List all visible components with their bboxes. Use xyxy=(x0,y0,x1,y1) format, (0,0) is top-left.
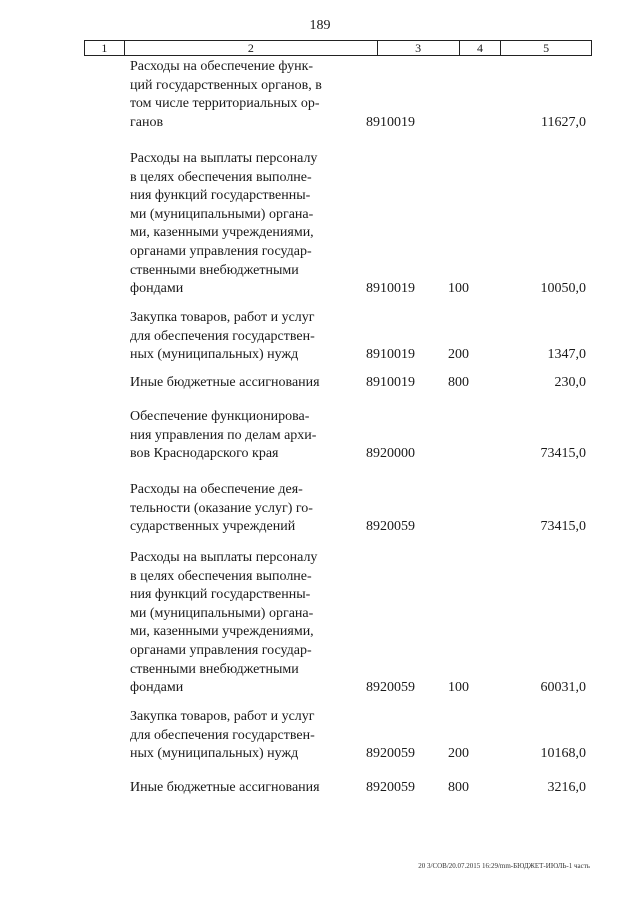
description-line: ми (муниципальными) органа- xyxy=(130,206,314,222)
row-description xyxy=(130,708,338,764)
description-line: органами управления государ- xyxy=(130,243,312,259)
description-line: ственными внебюджетными xyxy=(130,262,299,278)
description-line: ганов xyxy=(130,114,164,130)
row-amount: 10050,0 xyxy=(540,281,586,297)
row-amount: 60031,0 xyxy=(540,680,586,696)
description-line: Закупка товаров, работ и услуг xyxy=(130,310,315,325)
row-description xyxy=(130,481,338,537)
row-code: 8920059 xyxy=(366,746,415,762)
row-description xyxy=(130,309,338,365)
row-amount: 10168,0 xyxy=(540,746,586,762)
description-line: ми, казенными учреждениями, xyxy=(130,225,314,241)
description-line: Расходы на обеспечение дея- xyxy=(130,482,303,497)
description-line: в целях обеспечения выполне- xyxy=(130,568,312,584)
description-line: в целях обеспечения выполне- xyxy=(130,169,312,185)
row-code: 8910019 xyxy=(366,347,415,363)
description-line: ми (муниципальными) органа- xyxy=(130,605,314,621)
row-description xyxy=(130,408,338,464)
row-description xyxy=(130,549,338,698)
row-amount: 11627,0 xyxy=(541,114,586,130)
row-code: 8910019 xyxy=(366,375,415,390)
description-line: ния функций государственны- xyxy=(130,587,311,603)
row-description xyxy=(130,779,338,798)
row-amount: 3216,0 xyxy=(547,780,586,795)
row-code: 8910019 xyxy=(366,114,415,130)
description-line: Расходы на выплаты персоналу xyxy=(130,151,318,166)
row-expense-type: 100 xyxy=(448,680,469,696)
row-description xyxy=(130,374,338,393)
table-header xyxy=(84,40,592,56)
row-expense-type: 100 xyxy=(448,281,469,297)
header-col-3: 3 xyxy=(378,41,460,55)
description-line: Расходы на выплаты персоналу xyxy=(130,550,318,565)
header-col-4: 4 xyxy=(460,41,502,55)
row-description xyxy=(130,150,338,299)
row-expense-type: 200 xyxy=(448,347,469,363)
description-line: для обеспечения государствен- xyxy=(130,328,315,344)
description-line: ния управления по делам архи- xyxy=(130,427,317,443)
description-line: Иные бюджетные ассигнования xyxy=(130,780,320,795)
row-code: 8920059 xyxy=(366,680,415,696)
description-line: ных (муниципальных) нужд xyxy=(130,746,299,762)
description-line: вов Краснодарского края xyxy=(130,446,279,462)
description-line: том числе территориальных ор- xyxy=(130,96,320,112)
row-amount: 230,0 xyxy=(554,375,586,390)
description-line: ния функций государственны- xyxy=(130,188,311,204)
row-code: 8910019 xyxy=(366,281,415,297)
description-line: фондами xyxy=(130,281,184,297)
description-line: органами управления государ- xyxy=(130,642,312,658)
description-line: Обеспечение функционирова- xyxy=(130,409,310,424)
row-expense-type: 800 xyxy=(448,375,469,390)
row-expense-type: 800 xyxy=(448,780,469,795)
footer-note: 20 3/СОВ/20.07.2015 16:29/mm-БЮДЖЕТ-ИЮЛЬ-1 часть xyxy=(418,862,590,870)
row-expense-type: 200 xyxy=(448,746,469,762)
row-amount: 73415,0 xyxy=(540,519,586,535)
row-code: 8920059 xyxy=(366,780,415,795)
page-number: 189 xyxy=(309,18,331,33)
row-code: 8920000 xyxy=(366,446,415,462)
row-amount: 1347,0 xyxy=(547,347,586,363)
description-line: Закупка товаров, работ и услуг xyxy=(130,709,315,724)
header-col-1: 1 xyxy=(85,41,125,55)
description-line: тельности (оказание услуг) го- xyxy=(130,500,313,516)
row-amount: 73415,0 xyxy=(540,446,586,462)
description-line: фондами xyxy=(130,680,184,696)
description-line: ми, казенными учреждениями, xyxy=(130,624,314,640)
description-line: ственными внебюджетными xyxy=(130,661,299,677)
description-line: для обеспечения государствен- xyxy=(130,727,315,743)
description-line: ций государственных органов, в xyxy=(130,77,322,93)
header-col-2: 2 xyxy=(125,41,378,55)
row-code: 8920059 xyxy=(366,519,415,535)
description-line: Расходы на обеспечение функ- xyxy=(130,59,314,74)
row-description xyxy=(130,58,338,132)
header-col-5: 5 xyxy=(543,41,550,55)
description-line: Иные бюджетные ассигнования xyxy=(130,375,320,390)
description-line: ных (муниципальных) нужд xyxy=(130,347,299,363)
description-line: сударственных учреждений xyxy=(130,519,296,535)
